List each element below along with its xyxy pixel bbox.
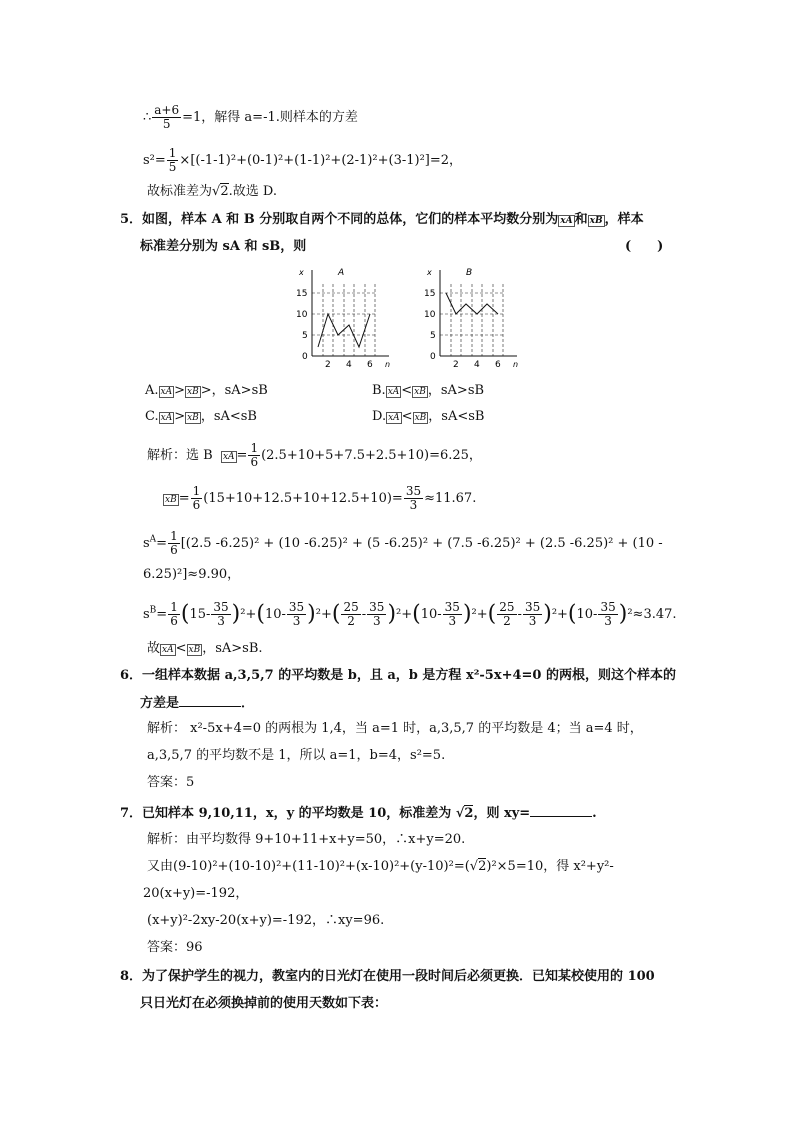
- option-a-letter: A.: [145, 383, 159, 398]
- mean-a-symbol: xA: [387, 387, 400, 397]
- term: 10-: [264, 607, 286, 622]
- numerator: 25: [499, 600, 515, 614]
- q5-solution-line4: 6.25)²]≈9.90，: [143, 567, 241, 582]
- option-d[interactable]: [372, 408, 484, 426]
- chart-a-grid: [312, 284, 376, 356]
- q7-line1-text: 7．已知样本 9,10,11，x，y 的平均数是 10，标准差为: [120, 806, 452, 821]
- numerator: 35: [444, 600, 460, 614]
- q6-line1: 6．一组样本数据 a,3,5,7 的平均数是 b，且 a，b 是方程 x²-5x+4=0 的两根，则这个样本的: [120, 668, 676, 683]
- fraction: [287, 601, 306, 628]
- fraction: [211, 601, 230, 628]
- q5-and: 和: [574, 212, 588, 227]
- q5-sol6-post: ，sA>sB.: [202, 641, 263, 656]
- mean-b-symbol: xB: [187, 387, 199, 397]
- numerator: 1: [168, 146, 177, 160]
- fraction: [341, 601, 360, 628]
- q6-line2-end: ．: [241, 696, 255, 711]
- answer-blank[interactable]: [179, 694, 241, 707]
- q7-sol2-post: )²×5=10，得 x²+y²-: [486, 859, 614, 874]
- mean-b-symbol: xB: [414, 387, 426, 397]
- chart-a-title: A: [338, 268, 345, 278]
- radicand: 2: [478, 859, 487, 874]
- numerator: 1: [250, 441, 259, 455]
- mean-a-symbol: xA: [162, 645, 174, 655]
- solution-label: 解析：选 B: [147, 448, 213, 463]
- denominator: 2: [347, 614, 355, 628]
- q4-line3-pre: 故标准差为: [147, 184, 213, 199]
- fraction: [168, 530, 180, 557]
- term: 15-: [189, 607, 211, 622]
- q5-sol6-mid: <: [175, 641, 187, 656]
- option-c-mid: >: [174, 409, 186, 424]
- numerator: 35: [369, 600, 385, 614]
- chart-b-ytick: 0: [430, 352, 436, 362]
- radicand: 2: [464, 806, 474, 821]
- option-a-end: >，sA>sB: [200, 383, 268, 398]
- chart-a-x-label: n: [385, 360, 391, 369]
- option-a-mid: >: [174, 383, 186, 398]
- q4-line2-text: ×[(-1-1)²+(0-1)²+(1-1)²+(2-1)²+(3-1)²]=2，: [179, 153, 463, 168]
- sqrt-symbol: √: [212, 184, 221, 199]
- chart-a: [292, 264, 392, 370]
- numerator: 35: [524, 600, 541, 614]
- q5-sol1-text: (2.5+10+5+7.5+2.5+10)=6.25，: [261, 448, 482, 463]
- q5-text: 5．如图，样本 A 和 B 分别取自两个不同的总体，它们的样本平均数分别为: [120, 212, 559, 227]
- numerator: 35: [213, 600, 229, 614]
- chart-b-x-label: n: [513, 360, 519, 369]
- option-c[interactable]: [145, 408, 257, 426]
- mean-a-symbol: xA: [160, 413, 173, 423]
- q7-solution-line4: (x+y)²-2xy-20(x+y)=-192，∴xy=96.: [147, 913, 385, 928]
- q5-line2: 标准差分别为 sA 和 sB，则: [140, 239, 307, 254]
- q4-line3-post: .故选 D.: [228, 184, 277, 199]
- numerator: 1: [170, 600, 178, 614]
- term: 10-: [420, 607, 442, 622]
- q6-line2: [140, 694, 254, 713]
- q4-line1: [143, 104, 358, 131]
- denominator: 3: [604, 614, 612, 628]
- fraction: [598, 601, 617, 628]
- mean-b-symbol: xB: [165, 495, 177, 505]
- denominator: 3: [292, 614, 301, 628]
- q5-solution-line1: 解析：选 B xA = $\frac{1}{6}$ (2.5+10+5+7.5+2.5+10)=6.25，: [147, 441, 482, 469]
- option-a[interactable]: [145, 382, 268, 400]
- chart-a-ytick: 5: [302, 331, 308, 341]
- chart-b-title: B: [466, 268, 473, 278]
- q4-line2-pre: s²=: [143, 153, 166, 168]
- fraction: [191, 485, 203, 512]
- fraction: [167, 147, 179, 174]
- q7-line1-post: ，则 xy=: [473, 806, 531, 821]
- answer-blank[interactable]: [530, 804, 592, 817]
- numerator: 35: [288, 600, 305, 614]
- denominator: 3: [372, 614, 381, 628]
- q5-sol2-text: (15+10+12.5+10+12.5+10)=: [203, 491, 403, 506]
- chart-b-ytick: 15: [424, 289, 436, 299]
- answer-paren: ( ): [625, 239, 664, 254]
- mean-a-symbol: xA: [388, 413, 400, 423]
- q6-solution-line1: 解析： x²-5x+4=0 的两根为 1,4，当 a=1 时，a,3,5,7 的平均数是 4；当 a=4 时，: [147, 721, 643, 736]
- denominator: 2: [503, 614, 511, 628]
- fraction: [248, 442, 260, 469]
- option-c-letter: C.: [145, 409, 159, 424]
- numerator: 1: [170, 529, 178, 543]
- denominator: 6: [250, 455, 259, 469]
- fraction: [152, 104, 181, 131]
- q6-answer: 答案：5: [147, 775, 195, 790]
- chart-a-xtick: 4: [346, 360, 352, 370]
- sqrt-symbol: √: [469, 859, 479, 874]
- fraction: [523, 601, 542, 628]
- denominator: 6: [192, 498, 201, 512]
- denominator: 6: [170, 614, 178, 628]
- numerator: 1: [192, 484, 201, 498]
- chart-b-xtick: 4: [474, 360, 480, 370]
- q5-text-end: ，样本: [604, 212, 644, 227]
- q8-line1: 8．为了保护学生的视力，教室内的日光灯在使用一段时间后必须更换．已知某校使用的 100: [120, 969, 655, 984]
- q7-solution-line1: 解析：由平均数得 9+10+11+x+y=50，∴x+y=20.: [147, 832, 466, 847]
- mean-b-symbol: xB: [414, 413, 427, 423]
- chart-b-grid: [440, 284, 504, 356]
- radicand: 2: [220, 184, 229, 199]
- denominator: 5: [168, 160, 177, 174]
- fraction: [443, 601, 462, 628]
- q7-line1: [120, 804, 597, 823]
- denominator: 5: [162, 117, 171, 131]
- q6-solution-line2: a,3,5,7 的平均数不是 1，所以 a=1，b=4，s²=5.: [147, 748, 446, 763]
- variance-symbol: s: [143, 536, 150, 551]
- chart-b: [420, 264, 520, 370]
- q5-solution-line2: xB = $\frac{1}{6}$ (15+10+12.5+10+12.5+10)= $\frac{35}{3}$ ≈11.67.: [165, 484, 477, 512]
- therefore-symbol: ∴: [143, 110, 152, 125]
- denominator: 3: [528, 614, 537, 628]
- mean-a-symbol: xA: [560, 216, 573, 226]
- mean-b-symbol: xB: [187, 413, 199, 423]
- denominator: 3: [448, 614, 457, 628]
- q7-solution-line3: 20(x+y)=-192，: [143, 886, 249, 901]
- q7-sol2-text: 又由(9-10)²+(10-10)²+(11-10)²+(x-10)²+(y-10)²=(: [147, 859, 470, 874]
- chart-a-ytick: 15: [296, 289, 308, 299]
- q6-line2-text: 方差是: [140, 696, 180, 711]
- q5-solution-line6: [147, 640, 263, 658]
- option-b-letter: B.: [372, 383, 386, 398]
- numerator: 35: [405, 484, 422, 498]
- denominator: 6: [170, 543, 178, 557]
- q5-sol2-end: ≈11.67.: [424, 491, 477, 506]
- fraction: [367, 601, 386, 628]
- mean-a-symbol: xA: [160, 387, 173, 397]
- denominator: 3: [409, 498, 418, 512]
- q5-solution-line3: $s^A=$ $\frac{1}{6}$ [(2.5 -6.25)² + (10 -6.25)² + (5 -6.25)² + (7.5 -6.25)² + (2.5 -6.25)² + (10 -: [143, 529, 663, 557]
- conclusion-label: 故: [147, 641, 161, 656]
- q5-sol5-end: ≈3.47.: [632, 607, 677, 622]
- chart-b-xtick: 6: [495, 360, 501, 370]
- chart-b-ytick: 10: [424, 310, 436, 320]
- q7-answer: 答案：96: [147, 940, 203, 955]
- q4-line1-text: =1，解得 a=-1.则样本的方差: [182, 110, 358, 125]
- chart-a-xtick: 6: [367, 360, 373, 370]
- chart-b-ytick: 5: [430, 331, 436, 341]
- chart-a-xtick: 2: [325, 360, 331, 370]
- q7-line1-end: .: [592, 806, 597, 821]
- mean-b-symbol: xB: [589, 216, 603, 226]
- option-b-end: ，sA>sB: [427, 383, 485, 398]
- fraction: [168, 601, 180, 628]
- chart-a-ytick: 10: [296, 310, 308, 320]
- q7-solution-line2: [147, 858, 614, 876]
- sqrt-symbol: √: [455, 806, 465, 821]
- option-c-end: ，sA<sB: [200, 409, 257, 424]
- chart-a-ytick: 0: [302, 352, 308, 362]
- fraction: [497, 601, 516, 628]
- mean-b-symbol: xB: [188, 645, 201, 655]
- option-b-mid: <: [401, 383, 413, 398]
- chart-b-y-label: x: [427, 268, 432, 277]
- q8-line2: 只日光灯在必须换掉前的使用天数如下表：: [140, 996, 388, 1011]
- option-d-end: ，sA<sB: [428, 409, 485, 424]
- chart-b-xtick: 2: [453, 360, 459, 370]
- numerator: 35: [600, 600, 616, 614]
- option-d-mid: <: [401, 409, 413, 424]
- variance-symbol: s: [143, 607, 150, 622]
- option-d-letter: D.: [372, 409, 387, 424]
- q5-solution-line5: $s^B=$ $\frac{1}{6}$ (15- $\frac{35}{3}$ )²+(10- $\frac{35}{3}$ )²+( $\frac{25}{2}$ - $\frac{35}{3}$ )²+(10- $\frac{35}{3}$ )²+( $\frac{25}{2}$ - $\frac{35}{3}$ )²+(10- $\frac{35}{3}$ )²≈3.47.: [143, 600, 677, 628]
- q5-line1: [120, 211, 644, 229]
- mean-a-symbol: xA: [222, 452, 235, 462]
- numerator: 25: [343, 600, 359, 614]
- numerator: a+6: [154, 103, 180, 117]
- chart-a-y-label: x: [299, 268, 304, 277]
- option-b[interactable]: [372, 382, 484, 400]
- term: 10-: [576, 607, 598, 622]
- q4-line2: [143, 147, 462, 174]
- fraction: [404, 485, 423, 512]
- denominator: 3: [217, 614, 225, 628]
- q4-line3: [147, 183, 277, 201]
- q5-sol3-text: [(2.5 -6.25)² + (10 -6.25)² + (5 -6.25)² + (7.5 -6.25)² + (2.5 -6.25)² + (10 -: [180, 536, 663, 551]
